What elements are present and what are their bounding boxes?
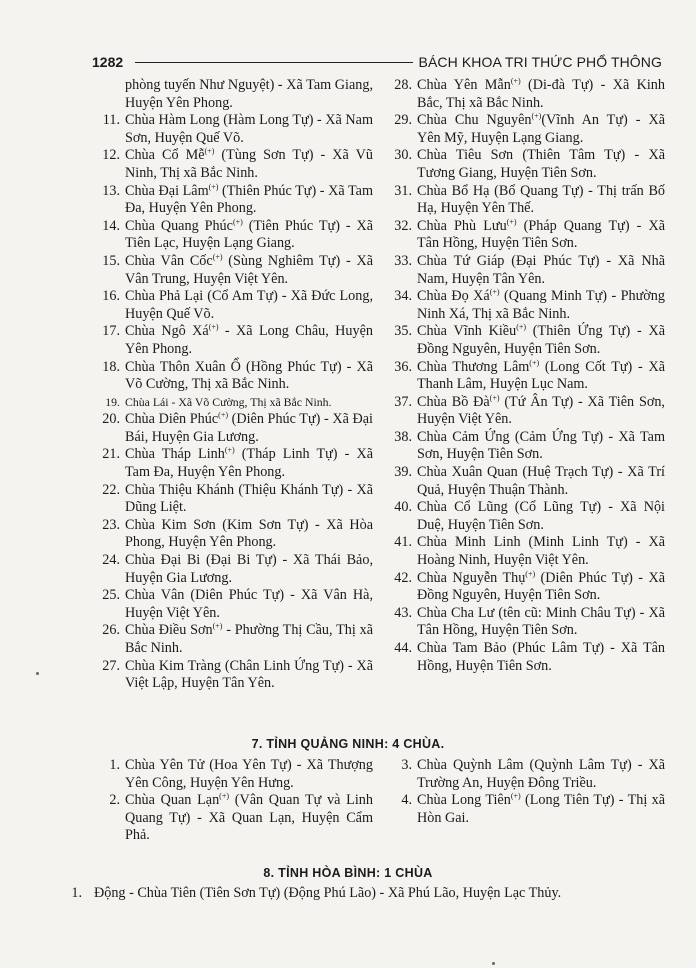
item-text: Chùa Cổ Lũng (Cổ Lũng Tự) - Xã Nội Duệ, Huyện Tiên Sơn. <box>417 499 665 533</box>
list-item <box>387 429 665 464</box>
item-number: 38. <box>394 428 412 445</box>
list-item <box>95 147 373 182</box>
section-8-title: 8. TỈNH HÒA BÌNH: 1 CHÙA <box>263 866 433 880</box>
book-title: BÁCH KHOA TRI THỨC PHỔ THÔNG <box>418 54 662 70</box>
list-item <box>95 552 373 587</box>
header-rule <box>135 62 412 63</box>
list-item <box>387 499 665 534</box>
item-number: 11. <box>102 112 120 129</box>
item-text: Chùa Lái - Xã Võ Cường, Thị xã Bắc Ninh. <box>125 394 332 409</box>
item-number: 22. <box>102 481 120 498</box>
list-item <box>387 323 665 358</box>
item-text: Chùa Đại Lâm(+) (Thiên Phúc Tự) - Xã Tam Đa, Huyện Yên Phong. <box>125 181 373 217</box>
item-text: Chùa Yên Tử (Hoa Yên Tự) - Xã Thượng Yên Công, Huyện Yên Hưng. <box>125 757 373 791</box>
list-item <box>95 587 373 622</box>
item-text: Chùa Phù Lưu(+) (Pháp Quang Tự) - Xã Tân Hồng, Huyện Tiên Sơn. <box>417 217 665 252</box>
item-text: Chùa Cảm Ứng (Cảm Ứng Tự) - Xã Tam Sơn, Huyện Tiên Sơn. <box>417 428 665 463</box>
list-item <box>387 147 665 182</box>
item-text: Chùa Quang Phúc(+) (Tiên Phúc Tự) - Xã Tiên Lạc, Huyện Lạng Giang. <box>125 217 373 252</box>
item-number: 34. <box>394 288 412 305</box>
item-text: Chùa Đọ Xá(+) (Quang Minh Tự) - Phường Ninh Xá, Thị xã Bắc Ninh. <box>417 287 665 322</box>
list-item <box>387 394 665 429</box>
list-item <box>387 253 665 288</box>
item-text: Chùa Yên Mẫn(+) (Di-đà Tự) - Xã Kinh Bắc, Thị xã Bắc Ninh. <box>417 76 665 111</box>
item-text: Chùa Cha Lư (tên cũ: Minh Châu Tự) - Xã Tân Hồng, Huyện Tiên Sơn. <box>417 604 665 639</box>
list-item <box>387 77 665 112</box>
item-text: Chùa Thôn Xuân Ổ (Hồng Phúc Tự) - Xã Võ Cường, Thị xã Bắc Ninh. <box>125 358 373 393</box>
list-item <box>387 792 665 827</box>
item-number: 43. <box>394 604 412 621</box>
list-item <box>387 534 665 569</box>
list-item <box>387 359 665 394</box>
item-text: Chùa Diên Phúc(+) (Diên Phúc Tự) - Xã Đại Bái, Huyện Gia Lương. <box>125 410 373 445</box>
section-8-list <box>0 885 696 903</box>
item-number: 40. <box>394 499 412 516</box>
list-item <box>95 517 373 552</box>
list-item <box>387 112 665 147</box>
item-number: 23. <box>102 516 120 533</box>
section-7-title: 7. TỈNH QUẢNG NINH: 4 CHÙA. <box>251 737 445 751</box>
scan-speck <box>492 962 495 965</box>
item-number: 13. <box>102 182 120 199</box>
item-text: Chùa Chu Nguyên(+)(Vĩnh An Tự) - Xã Yên Mỹ, Huyện Lạng Giang. <box>417 111 665 146</box>
list-item <box>95 411 373 446</box>
item-text: Chùa Tiêu Sơn (Thiên Tâm Tự) - Xã Tương Giang, Huyện Tiên Sơn. <box>417 147 665 181</box>
item-text: Chùa Bổ Hạ (Bổ Quang Tự) - Thị trấn Bố Hạ, Huyện Yên Thế. <box>417 182 665 217</box>
item-number: 44. <box>394 640 412 656</box>
item-number: 41. <box>394 534 412 551</box>
list-item <box>95 446 373 481</box>
item-text: Chùa Quỳnh Lâm (Quỳnh Lâm Tự) - Xã Trường An, Huyện Đông Triều. <box>417 757 665 791</box>
item-text: Chùa Đại Bi (Đại Bi Tự) - Xã Thái Bảo, Huyện Gia Lương. <box>125 552 373 586</box>
item-text: Chùa Phả Lại (Cổ Am Tự) - Xã Đức Long, Huyện Quế Võ. <box>125 288 373 322</box>
item-number: 31. <box>394 182 412 199</box>
list-item <box>387 570 665 605</box>
item-text: Động - Chùa Tiên (Tiên Sơn Tự) (Động Phú Lão) - Xã Phú Lão, Huyện Lạc Thủy. <box>94 885 562 901</box>
item-number: 33. <box>394 252 412 269</box>
item-text: Chùa Kim Tràng (Chân Linh Ứng Tự) - Xã Việt Lập, Huyện Tân Yên. <box>125 657 373 692</box>
item-text: phòng tuyến Như Nguyệt) - Xã Tam Giang, Huyện Yên Phong. <box>125 77 373 111</box>
item-text: Chùa Xuân Quan (Huệ Trạch Tự) - Xã Trí Quả, Huyện Thuận Thành. <box>417 464 665 498</box>
item-text: Chùa Thương Lâm(+) (Long Cốt Tự) - Xã Thanh Lâm, Huyện Lục Nam. <box>417 357 665 393</box>
item-number: 37. <box>394 393 412 410</box>
list-item <box>95 323 373 358</box>
item-number: 27. <box>102 657 120 674</box>
item-number: 21. <box>102 446 120 463</box>
list-item <box>95 253 373 288</box>
list-item <box>95 622 373 657</box>
list-item <box>95 288 373 323</box>
item-number: 3. <box>401 757 412 773</box>
list-item <box>387 183 665 218</box>
item-number: 36. <box>394 358 412 375</box>
item-number: 32. <box>394 217 412 234</box>
item-number: 24. <box>102 552 120 569</box>
scan-speck <box>36 672 39 675</box>
item-text: Chùa Cổ Mễ(+) (Tùng Sơn Tự) - Xã Vũ Ninh, Thị xã Bắc Ninh. <box>125 146 373 181</box>
item-text: Chùa Quan Lạn(+) (Vân Quan Tự và Linh Quang Tự) - Xã Quan Lạn, Huyện Cẩm Phả. <box>125 791 373 844</box>
item-number: 25. <box>102 587 120 604</box>
item-text: Chùa Minh Linh (Minh Linh Tự) - Xã Hoàng Ninh, Huyện Việt Yên. <box>417 534 665 569</box>
left-column <box>95 77 373 693</box>
item-number: 15. <box>102 252 120 269</box>
item-text: Chùa Bồ Đà(+) (Tứ Ân Tự) - Xã Tiên Sơn, Huyện Việt Yên. <box>417 392 665 428</box>
list-item <box>95 183 373 218</box>
item-number: 2. <box>109 792 120 809</box>
list-item <box>95 757 373 792</box>
page-number: 1282 <box>92 54 124 70</box>
item-text: Chùa Kim Sơn (Kim Sơn Tự) - Xã Hòa Phong, Huyện Yên Phong. <box>125 516 373 551</box>
item-number: 18. <box>102 358 120 375</box>
item-number: 42. <box>394 569 412 586</box>
list-item <box>95 394 373 412</box>
list-item <box>387 464 665 499</box>
item-text: Chùa Vân Cốc(+) (Sùng Nghiêm Tự) - Xã Vân Trung, Huyện Việt Yên. <box>125 252 373 287</box>
list-item <box>60 885 670 903</box>
item-text: Chùa Vĩnh Kiều(+) (Thiên Ứng Tự) - Xã Đồng Nguyên, Huyện Tiên Sơn. <box>417 322 665 357</box>
item-text: Chùa Vân (Diên Phúc Tự) - Xã Vân Hà, Huyện Việt Yên. <box>125 587 373 621</box>
item-text: Chùa Thiệu Khánh (Thiệu Khánh Tự) - Xã Dũng Liệt. <box>125 481 373 516</box>
list-item <box>95 658 373 693</box>
item-text: Chùa Hàm Long (Hàm Long Tự) - Xã Nam Sơn, Huyện Quế Võ. <box>125 112 373 146</box>
item-text: Chùa Tháp Linh(+) (Tháp Linh Tự) - Xã Tam Đa, Huyện Yên Phong. <box>125 445 374 481</box>
item-number: 26. <box>102 622 120 639</box>
list-item <box>95 359 373 394</box>
list-item <box>95 112 373 147</box>
list-item <box>95 482 373 517</box>
item-number: 1. <box>71 885 82 901</box>
item-number: 28. <box>394 77 412 93</box>
item-number: 1. <box>109 757 120 773</box>
list-item <box>387 605 665 640</box>
page-header <box>92 52 662 72</box>
item-text: Chùa Tam Bảo (Phúc Lâm Tự) - Xã Tân Hồng, Huyện Tiên Sơn. <box>417 640 665 674</box>
item-number: 12. <box>102 147 120 164</box>
list-item <box>387 288 665 323</box>
item-number: 35. <box>394 323 412 340</box>
list-item <box>387 218 665 253</box>
right-column <box>387 77 665 675</box>
item-number: 17. <box>102 323 120 340</box>
item-text: Chùa Ngô Xá(+) - Xã Long Châu, Huyện Yên Phong. <box>125 322 373 357</box>
item-number: 20. <box>102 411 120 428</box>
section-7-right-column <box>387 757 665 827</box>
item-number: 4. <box>401 792 412 809</box>
list-item <box>95 792 373 845</box>
item-number: 16. <box>102 288 120 305</box>
item-number: 39. <box>394 464 412 481</box>
list-item <box>95 218 373 253</box>
list-item <box>95 77 373 112</box>
item-text: Chùa Nguyễn Thụ(+) (Diên Phúc Tự) - Xã Đồng Nguyên, Huyện Tiên Sơn. <box>417 568 665 604</box>
list-item <box>387 640 665 675</box>
item-number: 29. <box>394 112 412 129</box>
section-7-left-column <box>95 757 373 845</box>
item-number: 19. <box>105 394 120 409</box>
list-item <box>387 757 665 792</box>
item-text: Chùa Tứ Giáp (Đại Phúc Tự) - Xã Nhã Nam, Huyện Tân Yên. <box>417 252 665 287</box>
item-text: Chùa Điều Sơn(+) - Phường Thị Cầu, Thị xã Bắc Ninh. <box>125 621 373 656</box>
item-number: 14. <box>102 217 120 234</box>
item-number: 30. <box>394 147 412 164</box>
item-text: Chùa Long Tiên(+) (Long Tiên Tự) - Thị xã Hòn Gai. <box>417 791 665 826</box>
